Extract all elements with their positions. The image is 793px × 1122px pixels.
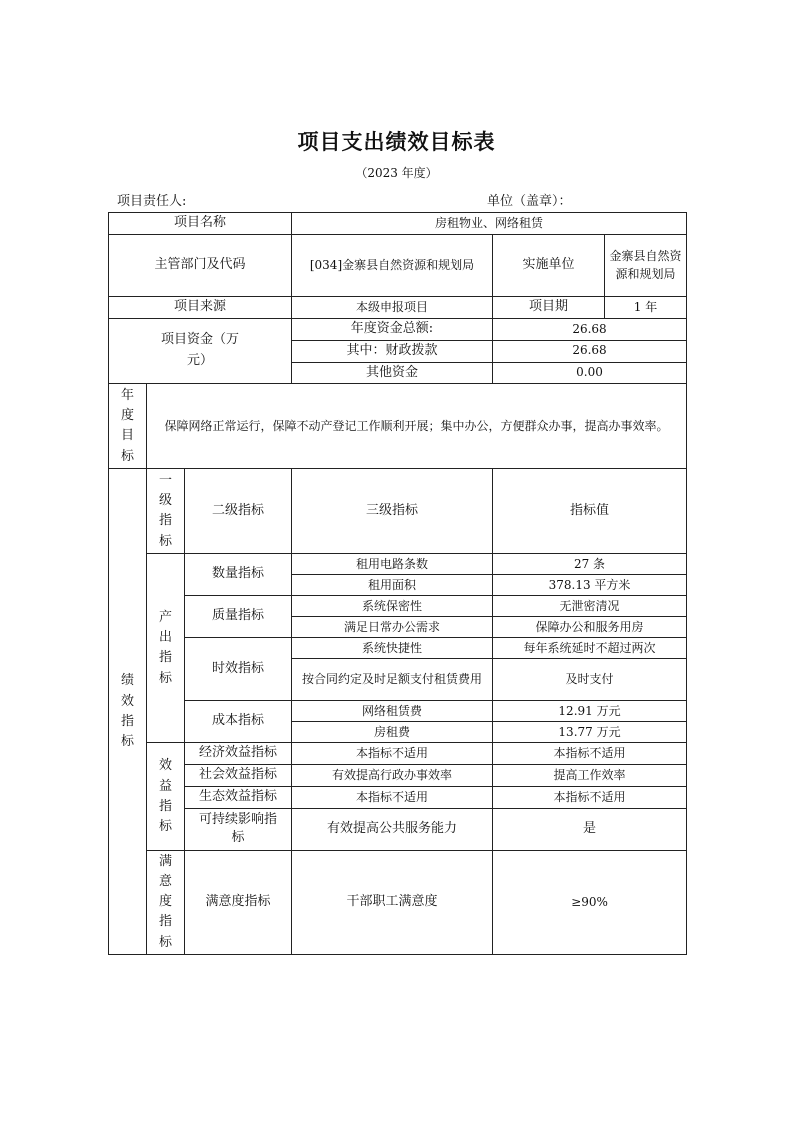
page-title: 项目支出绩效目标表 — [297, 129, 496, 154]
indicator-value: 提高工作效率 — [493, 765, 687, 787]
social-benefit-label: 社会效益指标 — [185, 765, 292, 787]
level2-header: 二级指标 — [185, 469, 292, 554]
impl-unit-value: 金寨县自然资源和规划局 — [605, 235, 687, 297]
responsible-person-label: 项目责任人: — [117, 194, 187, 209]
performance-indicators-label — [109, 469, 147, 955]
output-indicators-label — [147, 554, 185, 743]
quality-indicators-label: 质量指标 — [185, 596, 292, 638]
cost-indicators-label: 成本指标 — [185, 701, 292, 743]
year-label: （2023 年度） — [355, 166, 438, 180]
funds-fiscal-label: 其中：财政拨款 — [292, 340, 493, 362]
funds-total-label: 年度资金总额: — [292, 318, 493, 340]
project-funds-label-text: 项目资金（万元） — [160, 332, 239, 369]
satisfaction-indicators-label — [147, 850, 185, 954]
funds-total-value: 26.68 — [493, 318, 687, 340]
unit-seal-label: 单位（盖章）： — [487, 194, 572, 209]
satisfaction-level2-label: 满意度指标 — [185, 850, 292, 954]
indicator-name: 干部职工满意度 — [292, 850, 493, 954]
indicator-name: 系统快捷性 — [292, 638, 493, 659]
benefit-indicators-label — [147, 743, 185, 851]
indicator-value: 每年系统延时不超过两次 — [493, 638, 687, 659]
dept-label: 主管部门及代码 — [109, 235, 292, 297]
project-source-label: 项目来源 — [109, 297, 292, 319]
indicator-name: 有效提高行政办事效率 — [292, 765, 493, 787]
indicator-value: 保障办公和服务用房 — [493, 617, 687, 638]
dept-value: [034]金寨县自然资源和规划局 — [292, 235, 493, 297]
table-row — [109, 318, 687, 340]
impl-unit-label: 实施单位 — [493, 235, 605, 297]
performance-indicators-label-text: 绩效指标 — [120, 673, 134, 749]
satisfaction-indicators-label-text: 满意度指标 — [158, 854, 172, 950]
indicator-value: 本指标不适用 — [493, 743, 687, 765]
indicator-name: 本指标不适用 — [292, 787, 493, 809]
quantity-indicators-label: 数量指标 — [185, 554, 292, 596]
table-row — [109, 469, 687, 554]
sustainable-impact-label — [185, 808, 292, 850]
table-row — [109, 297, 687, 319]
table-row — [109, 765, 687, 787]
level3-header: 三级指标 — [292, 469, 493, 554]
indicator-value: 378.13 平方米 — [493, 575, 687, 596]
indicator-name: 房租费 — [292, 722, 493, 743]
annual-goal-label-text: 年度目标 — [120, 388, 134, 464]
table-row — [109, 596, 687, 617]
table-row — [109, 808, 687, 850]
indicator-name: 租用面积 — [292, 575, 493, 596]
funds-other-label: 其他资金 — [292, 362, 493, 384]
sustainable-impact-label-text: 可持续影响指标 — [198, 811, 277, 846]
project-period-value: 1 年 — [605, 297, 687, 319]
level1-header-text: 一级指标 — [158, 473, 172, 549]
table-row — [109, 638, 687, 659]
indicator-name: 网络租赁费 — [292, 701, 493, 722]
annual-goal-text: 保障网络正常运行，保障不动产登记工作顺利开展；集中办公，方便群众办事，提高办事效率。 — [147, 384, 687, 469]
annual-goal-label — [109, 384, 147, 469]
indicator-name: 系统保密性 — [292, 596, 493, 617]
output-indicators-label-text: 产出指标 — [158, 610, 172, 686]
table-row — [109, 850, 687, 954]
indicator-value: 本指标不适用 — [493, 787, 687, 809]
table-row — [109, 213, 687, 235]
indicator-value: 无泄密清况 — [493, 596, 687, 617]
project-funds-label — [109, 318, 292, 384]
table-row — [109, 787, 687, 809]
funds-fiscal-value: 26.68 — [493, 340, 687, 362]
economic-benefit-label: 经济效益指标 — [185, 743, 292, 765]
indicator-value-header: 指标值 — [493, 469, 687, 554]
indicator-value: 是 — [493, 808, 687, 850]
indicator-name: 租用电路条数 — [292, 554, 493, 575]
indicator-value: 27 条 — [493, 554, 687, 575]
ecological-benefit-label: 生态效益指标 — [185, 787, 292, 809]
project-name-value: 房租物业、网络租赁 — [292, 213, 687, 235]
table-row — [109, 554, 687, 575]
table-row — [109, 384, 687, 469]
table-row — [109, 235, 687, 297]
funds-other-value: 0.00 — [493, 362, 687, 384]
level1-header — [147, 469, 185, 554]
benefit-indicators-label-text: 效益指标 — [158, 758, 172, 834]
table-row — [109, 701, 687, 722]
indicator-name: 本指标不适用 — [292, 743, 493, 765]
indicator-name: 按合同约定及时足额支付租赁费用 — [292, 659, 493, 701]
indicator-name: 有效提高公共服务能力 — [292, 808, 493, 850]
indicator-value: 12.91 万元 — [493, 701, 687, 722]
performance-target-table — [108, 212, 687, 955]
indicator-value: 13.77 万元 — [493, 722, 687, 743]
table-row — [109, 743, 687, 765]
timeliness-indicators-label: 时效指标 — [185, 638, 292, 701]
project-source-value: 本级申报项目 — [292, 297, 493, 319]
indicator-value: ≥90% — [493, 850, 687, 954]
project-name-label: 项目名称 — [109, 213, 292, 235]
project-period-label: 项目期 — [493, 297, 605, 319]
indicator-name: 满足日常办公需求 — [292, 617, 493, 638]
indicator-value: 及时支付 — [493, 659, 687, 701]
